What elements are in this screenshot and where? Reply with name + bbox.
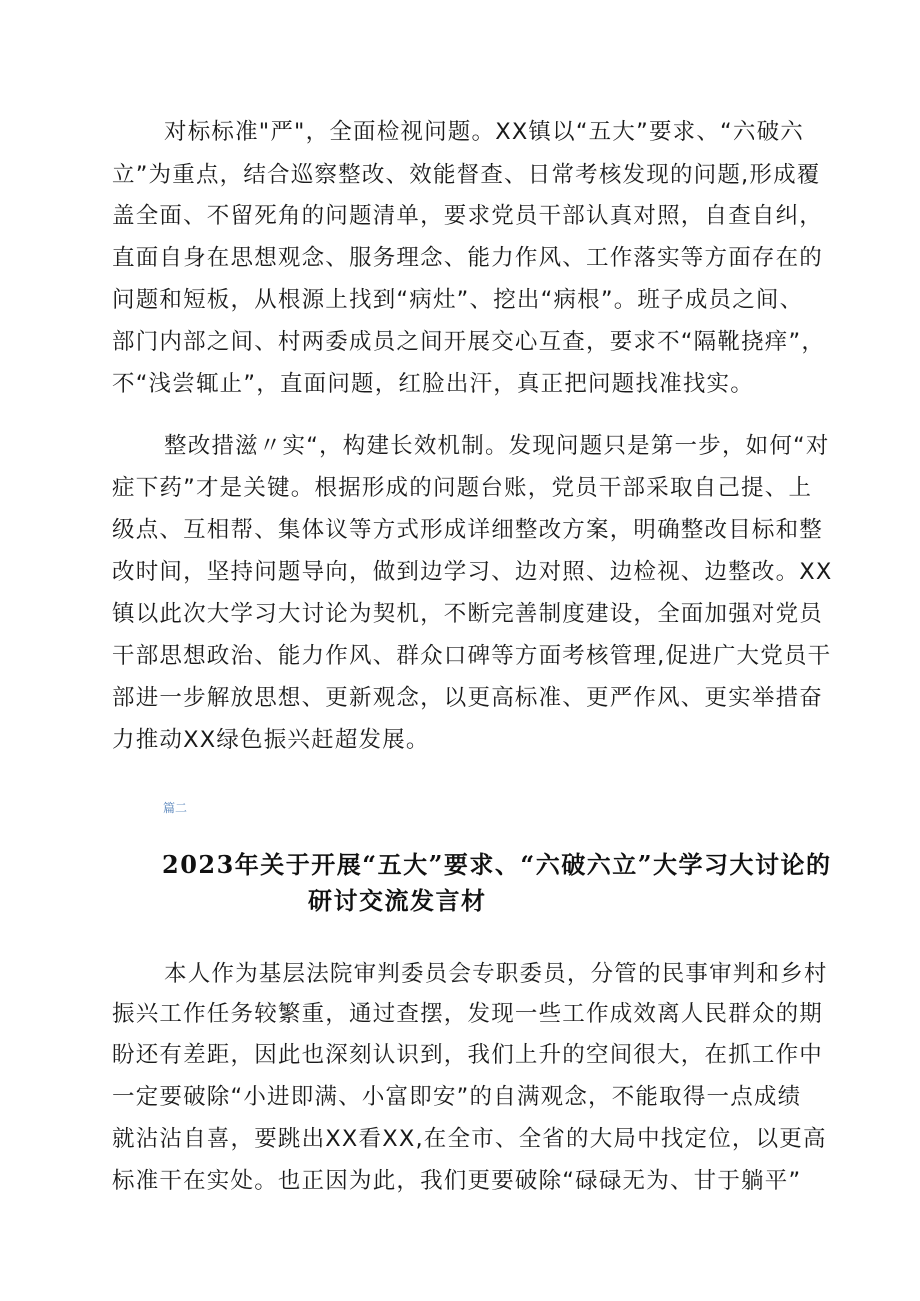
paragraph-line: 不“浅尝辄止”，直面问题，红脸出汗，真正把问题找准找实。 xyxy=(112,371,754,397)
paragraph-line: 部门内部之间、村两委成员之间开展交心互查，要求不“隔靴挠痒”， xyxy=(112,329,826,355)
paragraph-line: 本人作为基层法院审判委员会专职委员，分管的民事审判和乡村 xyxy=(164,961,828,987)
title-line: 2023年关于开展“五大”要求、“六破六立”大学习大讨论的 xyxy=(162,850,832,879)
paragraph-line: 部进一步解放思想、更新观念，以更高标准、更严作风、更实举措奋 xyxy=(112,685,824,711)
paragraph-line: 整改措滋〃实“，构建长效机制。发现问题只是第一步，如何“对 xyxy=(164,433,830,459)
title-line: 研讨交流发言材 xyxy=(308,886,487,915)
paragraph-line: 立”为重点，结合巡察整改、效能督查、日常考核发现的问题,形成覆 xyxy=(112,162,821,188)
section-marker: 篇二 xyxy=(163,801,188,815)
paragraph-line: 改时间，坚持问题导向，做到边学习、边对照、边检视、边整改。XX xyxy=(112,559,833,585)
paragraph-line: 振兴工作任务较繁重，通过查摆，发现一些工作成效离人民群众的期 xyxy=(112,1001,824,1027)
paragraph-line: 干部思想政治、能力作风、群众口碑等方面考核管理,促进广大党员干 xyxy=(112,643,832,669)
paragraph-line: 直面自身在思想观念、服务理念、能力作风、工作落实等方面存在的 xyxy=(112,245,824,271)
paragraph-line: 盼还有差距，因此也深刻认识到，我们上升的空间很大，在抓工作中 xyxy=(112,1042,824,1068)
paragraph-line: 力推动XX绿色振兴赶超发展。 xyxy=(112,727,430,753)
paragraph-line: 一定要破除“小进即满、小富即安”的自满观念，不能取得一点成绩 xyxy=(112,1084,802,1110)
paragraph-line: 对标标准"严"，全面检视问题。XX镇以“五大”要求、“六破六 xyxy=(164,119,804,145)
paragraph-line: 标准干在实处。也正因为此，我们更要破除“碌碌无为、甘于躺平” xyxy=(112,1168,802,1194)
paragraph-line: 镇以此次大学习大讨论为契机，不断完善制度建设，全面加强对党员 xyxy=(112,601,824,627)
paragraph-line: 就沾沾自喜，要跳出XX看XX,在全市、全省的大局中找定位，以更高 xyxy=(112,1126,827,1152)
paragraph-line: 级点、互相帮、集体议等方式形成详细整改方案，明确整改目标和整 xyxy=(112,517,824,543)
paragraph-line: 问题和短板，从根源上找到“病灶”、挖出“病根”。班子成员之间、 xyxy=(112,287,804,313)
paragraph-line: 症下药”才是关键。根据形成的问题台账，党员干部采取自己提、上 xyxy=(112,475,813,501)
paragraph-line: 盖全面、不留死角的问题清单，要求党员干部认真对照，自查自纠， xyxy=(112,203,824,229)
